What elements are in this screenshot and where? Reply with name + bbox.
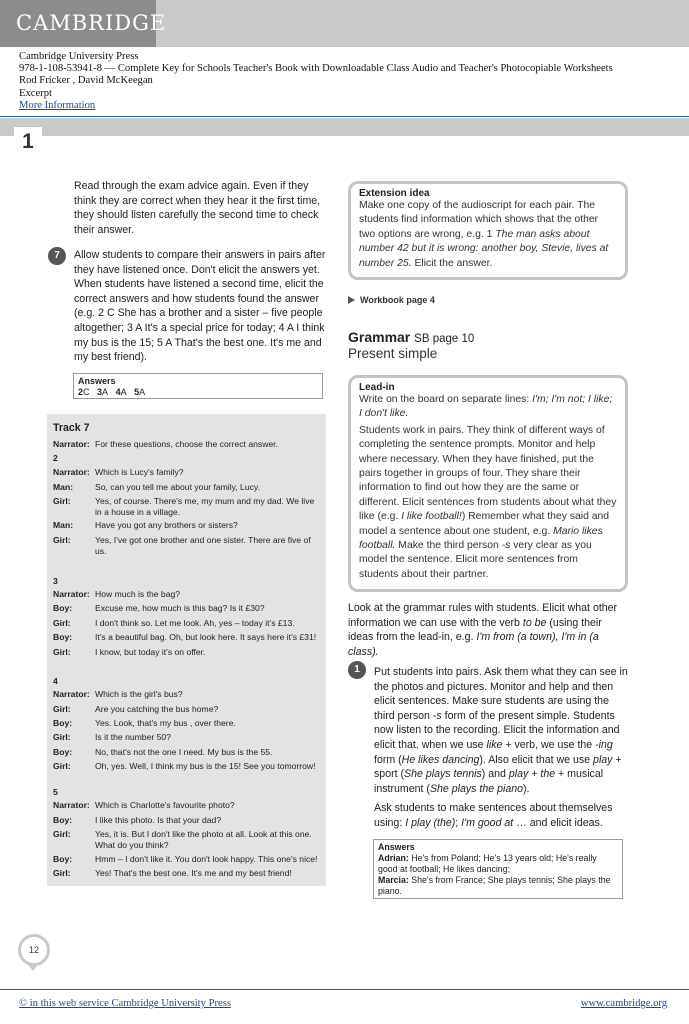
line-text: Hmm – I don't like it. You don't look happy. This one's nice!	[95, 854, 318, 864]
extension-text	[359, 199, 617, 271]
line-text: So, can you tell me about your family, Lucy.	[95, 482, 260, 492]
section-number: 4	[53, 676, 58, 686]
extension-text-a: Make one copy of the audioscript for each pair. The students find information which shows that the other two options are wrong, e.g. 1	[359, 200, 599, 240]
s1b: -s	[432, 709, 442, 722]
ask-d: I'm good at	[461, 816, 514, 829]
s1c: form of the present simple. Students now listen to the recording. Elicit the information and elicit that, when we use	[374, 709, 620, 751]
answer-num: 4	[115, 387, 121, 397]
extension-text-b: The man asks about number 42 but it is wrong: another boy, Stevie, lives at number 25.	[359, 228, 609, 269]
isbn-title: 978-1-108-53941-8 — Complete Key for Schools Teacher's Book with Downloadable Class Audio and Teacher's Photocopiable Worksheets	[19, 63, 613, 75]
speaker: Man:	[53, 482, 74, 492]
header-divider	[0, 116, 689, 117]
lead-in-p2-f: -s	[501, 540, 511, 552]
s1l: She plays tennis	[404, 768, 482, 781]
book-metadata	[19, 51, 613, 112]
lead-in-p2-e: Make the third person	[395, 540, 502, 552]
s1a: Put students into pairs. Ask them what they can see in the photos and pictures. Monitor and help and then elicit sentences. Make sure students are using the third person	[374, 666, 628, 722]
speaker: Girl:	[53, 496, 71, 506]
answers2-marcia	[378, 875, 618, 897]
line-text: Oh, yes. Well, I think my bus is the 15! See you tomorrow!	[95, 761, 316, 771]
line-text: For these questions, choose the correct answer.	[95, 439, 278, 449]
rules-d: I'm from (a town), I'm in (a class).	[348, 631, 599, 658]
speaker: Girl:	[53, 704, 71, 714]
speaker: Boy:	[53, 632, 73, 642]
s1f: -ing	[595, 738, 613, 751]
line-text: Which is the girl's bus?	[95, 689, 183, 699]
s1j: play	[593, 753, 613, 766]
track-7-audioscript	[47, 414, 326, 886]
lead-in-p2-b: I like football!	[401, 511, 462, 523]
speaker: Narrator:	[53, 439, 90, 449]
page-number: 12	[18, 934, 50, 966]
s1m: ) and	[481, 768, 509, 781]
grammar-rules-paragraph	[348, 601, 628, 659]
rules-b: to be	[522, 616, 547, 629]
authors: Rod Fricker , David McKeegan	[19, 75, 153, 87]
line-text: How much is the bag?	[95, 589, 181, 599]
lead-in-box	[348, 375, 628, 592]
lead-in-p2-c: ) Remember what they said and model a sentence about one student, e.g.	[359, 511, 610, 537]
line-text: Yes, it is. But I don't like the photo at all. Look at this one. What do you think?	[95, 829, 312, 850]
rules-a: Look at the grammar rules with students. Elicit what other information we can use with the verb	[348, 602, 618, 629]
lead-in-p1	[359, 393, 617, 422]
cambridge-website-link[interactable]: www.cambridge.org	[580, 998, 667, 1009]
answers-box-2	[373, 839, 623, 899]
line-text: Yes! That's the best one. It's me and my best friend!	[95, 868, 292, 878]
excerpt-label: Excerpt	[19, 87, 52, 99]
line-text: Yes, I've got one brother and one sister. There are five of us.	[95, 535, 311, 556]
s1h: He likes dancing	[401, 753, 480, 766]
line-text: I know, but today it's on offer.	[95, 647, 206, 657]
speaker: Boy:	[53, 854, 73, 864]
speaker: Narrator:	[53, 467, 90, 477]
s1i: ). Also elicit that we use	[479, 753, 594, 766]
answers-box-1	[73, 373, 323, 399]
speaker: Girl:	[53, 732, 71, 742]
marcia-label: Marcia:	[378, 875, 409, 885]
lead-in-title: Lead-in	[359, 382, 395, 393]
speaker: Girl:	[53, 761, 71, 771]
s1k: + sport (	[374, 753, 622, 781]
publisher: Cambridge University Press	[19, 51, 139, 62]
step-7-number: 7	[48, 247, 66, 265]
ask-a: Ask students to make sentences about themselves using:	[374, 802, 613, 829]
s1q: ).	[523, 782, 530, 795]
lead-in-p2-g: very clear as you model the sentence. Elicit more sentences from students about their partner.	[359, 540, 592, 580]
line-text: Excuse me, how much is this bag? Is it £30?	[95, 603, 265, 613]
line-text: Which is Charlotte's favourite photo?	[95, 800, 235, 810]
speaker: Narrator:	[53, 800, 90, 810]
s1d: like	[486, 738, 503, 751]
exam-advice-paragraph: Read through the exam advice again. Even if they think they are correct when they hear it the first time, they should listen carefully the second time to check their answer.	[74, 180, 321, 236]
speaker: Man:	[53, 520, 74, 530]
speaker: Narrator:	[53, 589, 90, 599]
extension-title: Extension idea	[359, 188, 430, 199]
adrian-label: Adrian:	[378, 853, 409, 863]
adrian-text: He's from Poland; He's 13 years old; He's really good at football; He likes dancing;	[378, 853, 597, 874]
chapter-number: 1	[14, 127, 42, 157]
answer-num: 2	[78, 387, 84, 397]
track-title: Track 7	[53, 422, 90, 434]
footer-divider	[0, 989, 689, 990]
speaker: Narrator:	[53, 689, 90, 699]
workbook-label: Workbook page 4	[360, 295, 435, 305]
speaker: Boy:	[53, 815, 73, 825]
line-text: Is it the number 50?	[95, 732, 171, 742]
speaker: Boy:	[53, 718, 73, 728]
s1g: form (	[374, 753, 402, 766]
copyright-link[interactable]: © in this web service Cambridge University Press	[19, 998, 231, 1009]
speaker: Girl:	[53, 868, 71, 878]
section-number: 3	[53, 576, 58, 586]
lead-in-p2-a: Students work in pairs. They think of different ways of completing the sentence prompts. Monitor and help where necessary. When they have finished, put the pairs together in groups of four. They share their information to find out how they are the same or different. Elicit sentences from students about what they like (e.g.	[359, 424, 617, 523]
lead-in-p2	[359, 424, 617, 582]
cambridge-logo: CAMBRIDGE	[0, 0, 156, 47]
extension-text-c: Elicit the answer.	[411, 257, 493, 269]
s1e: + verb, we use the	[502, 738, 596, 751]
answers-list	[78, 387, 318, 398]
speaker: Boy:	[53, 747, 73, 757]
ask-b: I play (the)	[405, 816, 456, 829]
step-1-number: 1	[348, 661, 366, 679]
marcia-text: She's from France; She plays tennis; She plays the piano.	[378, 875, 611, 896]
lead-in-p2-d: Mario likes football.	[359, 525, 603, 552]
ask-e: … and elicit ideas.	[513, 816, 603, 829]
answers2-title: Answers	[378, 842, 415, 852]
s1n: play + the	[508, 768, 556, 781]
speaker: Girl:	[53, 618, 71, 628]
line-text: No, that's not the one I need. My bus is the 55.	[95, 747, 273, 757]
answers2-adrian	[378, 853, 618, 875]
section-number: 5	[53, 787, 58, 797]
s1o: + musical instrument (	[374, 768, 604, 795]
step-1-text	[374, 665, 628, 796]
line-text: Which is Lucy's family?	[95, 467, 184, 477]
grammar-subtitle: Present simple	[348, 346, 438, 361]
line-text: I like this photo. Is that your dad?	[95, 815, 222, 825]
answer-val: A	[120, 387, 127, 397]
lead-in-p1-b: I'm; I'm not; I like; I don't like.	[359, 394, 613, 420]
rules-c: (using their ideas from the lead-in, e.g.	[348, 616, 602, 644]
answer-num: 3	[97, 387, 103, 397]
line-text: It's a beautiful bag. Oh, but look here. It says here it's £31!	[95, 632, 317, 642]
speaker: Boy:	[53, 603, 73, 613]
line-text: Yes. Look, that's my bus , over there.	[95, 718, 236, 728]
answer-val: A	[102, 387, 109, 397]
ask-students-paragraph	[374, 801, 628, 830]
line-text: I don't think so. Let me look. Ah, yes – today it's £13.	[95, 618, 295, 628]
grammar-title: Grammar	[348, 329, 411, 345]
extension-idea-box	[348, 181, 628, 280]
workbook-reference	[348, 295, 435, 305]
answer-val: A	[139, 387, 146, 397]
chapter-bar	[0, 118, 689, 136]
speaker: Girl:	[53, 647, 71, 657]
speaker: Girl:	[53, 535, 71, 545]
section-number: 2	[53, 453, 58, 463]
line-text: Yes, of course. There's me, my mum and my dad. We live in a house in a village.	[95, 496, 315, 517]
step-7-text: Allow students to compare their answers in pairs after they have listened once. Don't elicit the answers yet. When students have listened a second time, elicit the correct answers and how students found the answer (e.g. 2 C She has a brother and a sister – five people altogether; 3 A It's a special price for today; 4 A I think my bus is the 15; 5 A That's the best one. It's me and my best friend).	[74, 249, 326, 364]
answer-val: C	[83, 387, 90, 397]
play-triangle-icon	[348, 296, 355, 304]
line-text: Have you got any brothers or sisters?	[95, 520, 238, 530]
s1p: She plays the piano	[429, 782, 523, 795]
grammar-heading	[348, 329, 474, 345]
lead-in-p1-a: Write on the board on separate lines:	[359, 394, 533, 405]
more-information-link[interactable]: More Information	[19, 99, 96, 111]
ask-c: ;	[455, 816, 462, 829]
answer-num: 5	[134, 387, 140, 397]
line-text: Are you catching the bus home?	[95, 704, 219, 714]
grammar-page: SB page 10	[414, 333, 475, 345]
answers-title: Answers	[78, 376, 116, 386]
speaker: Girl:	[53, 829, 71, 839]
